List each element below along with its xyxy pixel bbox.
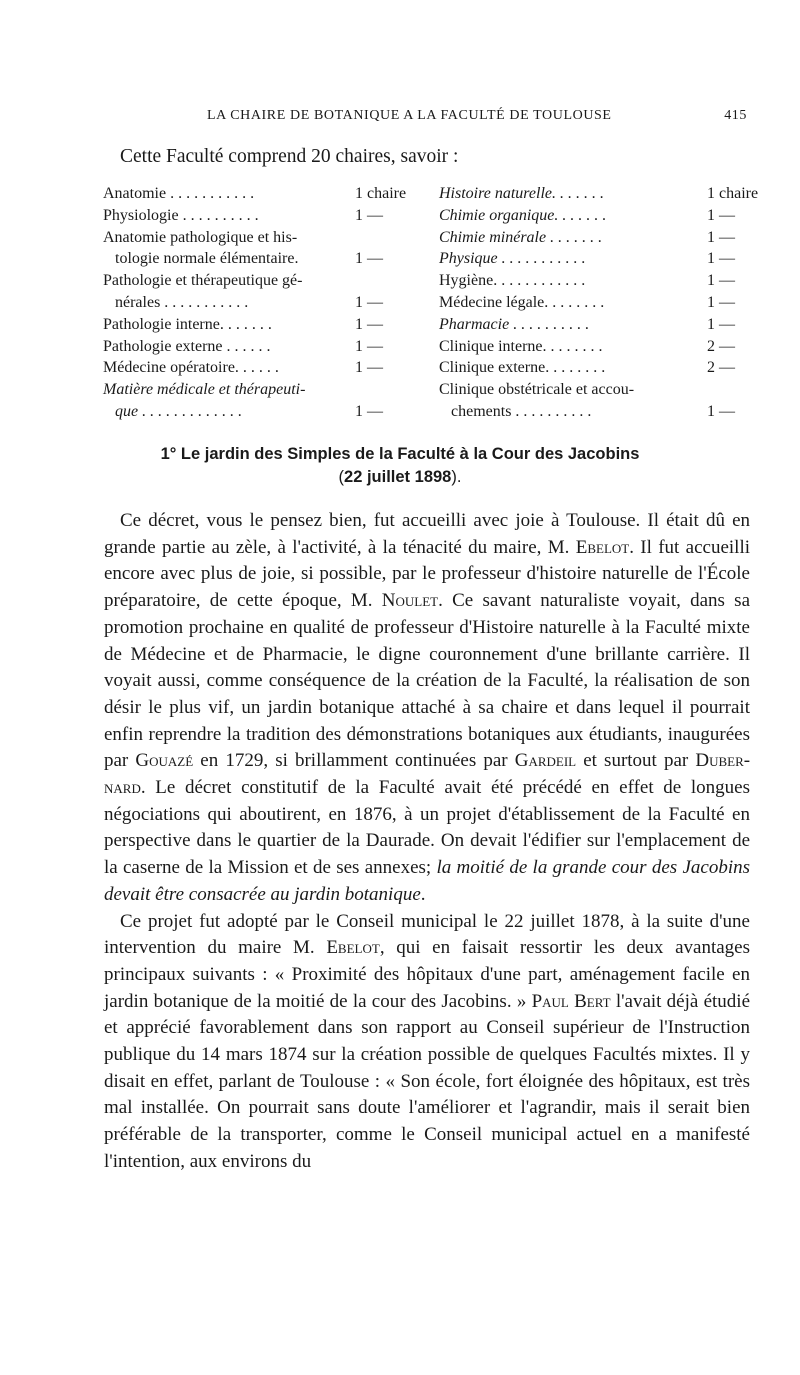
chair-count: 1 chaire <box>355 185 407 202</box>
chair-count: 1 — <box>707 315 735 333</box>
chair-row <box>439 205 753 227</box>
chair-name: Pathologie externe . . . . . . <box>103 337 271 355</box>
chair-count: 1 — <box>355 206 383 224</box>
text-span: Ce projet fut adopté par le Conseil municipal le 22 juillet 1878, à la suite d'une intervention du maire M. <box>104 910 750 959</box>
chair-row <box>103 183 407 205</box>
text-span: Ce décret, vous le pensez bien, fut accueilli avec joie à Toulouse. Il était dû en grande partie au zèle, à l'activité, à la ténacité du maire, M. <box>104 510 750 558</box>
chair-name: Clinique interne. . . . . . . . <box>439 337 603 355</box>
date-paren-open: ( <box>338 468 345 486</box>
text-span: en 1729, si brillamment continuées par <box>200 750 508 772</box>
person-name: Gardeil <box>514 750 577 772</box>
chair-count: 1 — <box>355 293 383 311</box>
chair-name: Chimie organique. . . . . . . <box>439 206 607 224</box>
chair-name: Histoire naturelle. . . . . . . <box>439 185 605 202</box>
section-title: 1° Le jardin des Simples de la Faculté à la Cour des Jacobins <box>160 445 640 463</box>
body-text <box>104 508 750 1176</box>
chair-row <box>103 227 403 249</box>
chair-row <box>439 227 753 249</box>
section-date-line <box>0 466 800 489</box>
text-span: l'avait déjà étudié et apprécié favorablement dans son rapport au Conseil supérieur de l'Instruction publique du 14 mars 1874 sur la création possible de quelques Facultés mixtes. Il y disait en effet, parlant de Toulouse : « Son école, fort éloignée des hôpitaux, est très mal installée. On pourrait sans doute l'améliorer et l'agrandir, mais il serait bien préférable de la transporter, comme le Conseil municipal actuel en a manifesté l'intention, aux environs du <box>104 990 751 1172</box>
chair-name: Physique . . . . . . . . . . . <box>439 250 586 268</box>
chair-name: tologie normale élémentaire. <box>115 250 299 268</box>
text-span: . Le décret constitutif de la Faculté avait été précédé en effet de longues négociations qui aboutirent, en 1876, à un projet d'établissement de la Faculté en perspective dans le quartier de la Daurade. On devait l'édifier sur l'emplacement de la caserne de la Mission et de ses annexes; <box>104 777 750 879</box>
person-name: Gouazé <box>135 750 194 772</box>
chair-count: 1 — <box>707 293 735 311</box>
intro-line: Cette Faculté comprend 20 chaires, savoir : <box>120 146 459 167</box>
chair-row <box>103 248 403 270</box>
chair-row <box>103 292 403 314</box>
chair-count: 2 — <box>707 337 735 355</box>
chair-name: chements . . . . . . . . . . <box>451 402 592 420</box>
chair-name: Matière médicale et thérapeuti- <box>103 381 306 399</box>
chair-count: 1 — <box>707 206 735 224</box>
chair-count: 1 — <box>355 250 383 268</box>
chair-name: Pathologie et thérapeutique gé- <box>103 272 303 290</box>
chair-count: 1 — <box>707 250 735 268</box>
chair-count: 1 — <box>707 272 735 290</box>
chair-name: Hygiène. . . . . . . . . . . . <box>439 272 586 290</box>
chair-row <box>439 292 753 314</box>
section-date: 22 juillet 1898 <box>344 468 452 486</box>
chair-name: Anatomie . . . . . . . . . . . <box>103 185 255 202</box>
chairs-right-column <box>439 183 759 423</box>
running-title: LA CHAIRE DE BOTANIQUE A LA FACULTÉ DE TOULOUSE <box>207 108 612 123</box>
chair-name: Anatomie pathologique et his- <box>103 228 298 246</box>
chair-row <box>439 270 753 292</box>
chair-name: Physiologie . . . . . . . . . . <box>103 206 259 224</box>
chair-name: que . . . . . . . . . . . . . <box>115 402 243 420</box>
chair-name: Médecine légale. . . . . . . . <box>439 293 605 311</box>
chair-name: Médecine opératoire. . . . . . <box>103 359 279 377</box>
paragraph-2 <box>104 909 750 1176</box>
chair-row <box>103 205 403 227</box>
chair-count: 1 chaire <box>707 185 759 202</box>
chair-count: 1 — <box>355 337 383 355</box>
chair-row <box>439 336 753 358</box>
chair-name: Clinique externe. . . . . . . . <box>439 359 606 377</box>
page-number: 415 <box>724 108 747 123</box>
chairs-list <box>103 183 759 420</box>
running-head <box>105 108 747 132</box>
chair-name: Pharmacie . . . . . . . . . . <box>439 315 590 333</box>
person-name: Noulet <box>381 590 439 612</box>
chair-count: 1 — <box>707 228 735 246</box>
text-span: et surtout par <box>583 750 689 772</box>
chair-count: 1 — <box>355 402 383 420</box>
section-heading <box>0 443 800 489</box>
chair-name: nérales . . . . . . . . . . . <box>115 293 249 311</box>
chair-row <box>103 379 403 401</box>
chair-row <box>439 183 759 205</box>
text-span: . Ce savant naturaliste voyait, dans sa promotion prochaine en qualité de professeur d'Histoire naturelle à la Faculté mixte de Médecine et de Pharmacie, le digne couronnement d'une brillante carrière. Il voyait aussi, comme conséquence de la création de la Faculté, la réalisation de son désir le plus vif, un jardin botanique attaché à sa chaire et dans lequel il pourrait enfin reprendre la tradition des démonstrations botaniques aux étudiants, inaugurées par <box>104 590 750 772</box>
chair-name: Chimie minérale . . . . . . . <box>439 228 603 246</box>
chair-count: 2 — <box>707 359 735 377</box>
chair-name: Pathologie interne. . . . . . . <box>103 315 272 333</box>
person-name: Paul Bert <box>531 990 611 1012</box>
chair-name: Clinique obstétricale et accou- <box>439 381 635 399</box>
chair-row <box>103 401 403 423</box>
chair-row <box>439 357 753 379</box>
chair-row <box>439 314 753 336</box>
text-span: . Il fut accueilli encore avec plus de joie, si possible, par le professeur d'histoire naturelle de l'École préparatoire, de cette époque, M. <box>104 536 751 612</box>
text-span: . <box>420 883 426 905</box>
chair-row <box>103 357 403 379</box>
chair-row <box>439 248 753 270</box>
person-name: Ebelot <box>575 536 630 558</box>
chair-count: 1 — <box>355 315 383 333</box>
chair-row <box>439 379 753 401</box>
chair-row <box>439 401 753 423</box>
person-name: Duber-nard <box>104 750 751 799</box>
chairs-left-column <box>103 183 407 423</box>
text-span: , qui en faisait ressortir les deux avantages principaux suivants : « Proximité des hôpitaux d'une part, aménagement facile en jardin botanique de la moitié de la cour des Jacobins. » <box>104 937 750 1012</box>
chair-count: 1 — <box>707 402 735 420</box>
italic-phrase: la moitié de la grande cour des Jacobins devait être consacrée au jardin botanique <box>104 857 750 905</box>
person-name: Ebelot <box>326 937 380 959</box>
chair-count: 1 — <box>355 359 383 377</box>
chair-row <box>103 314 403 336</box>
chair-row <box>103 270 403 292</box>
chair-row <box>103 336 403 358</box>
date-paren-close: ). <box>451 468 462 486</box>
paragraph-1 <box>104 508 750 909</box>
